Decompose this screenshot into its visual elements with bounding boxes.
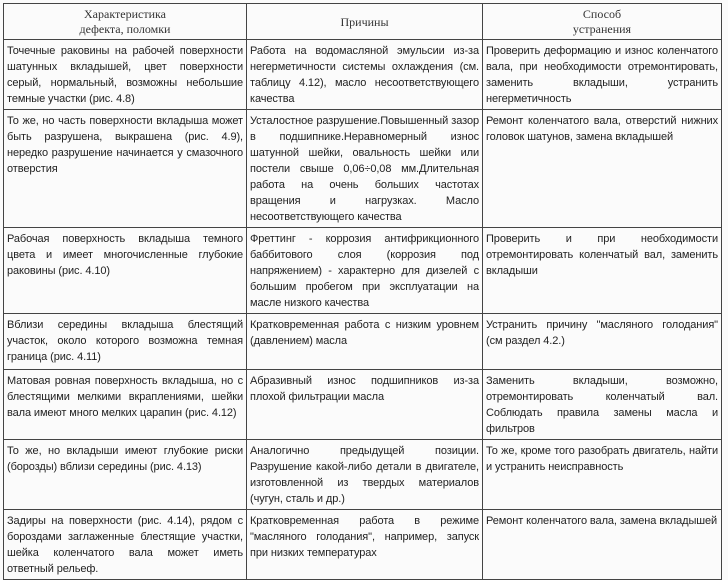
cell-remedy: Заменить вкладыши, возможно, отремонтировать коленчатый вал. Соблюдать правила замены масла и фильтров	[483, 370, 722, 440]
cell-defect: Вблизи середины вкладыша блестящий участок, около которого возможна темная граница (рис. 4.11)	[4, 314, 247, 370]
header-causes	[247, 4, 483, 40]
cell-cause: Усталостное разрушение.Повышенный зазор в подшипнике.Неравномерный износ шатунной шейки, овальность шейки или постели свыше 0,06÷0,08 мм.Длительная работа на очень больших частотах вращения и нагрузках. Масло несоответствующего качества	[247, 110, 483, 228]
cell-remedy: Проверить деформацию и износ коленчатого вала, при необходимости отремонтировать, заменить вкладыши, устранить негерметичность	[483, 40, 722, 110]
cell-defect: Точечные раковины на рабочей поверхности шатунных вкладышей, цвет поверхности серый, нормальный, возможны небольшие темные участки (рис. 4.8)	[4, 40, 247, 110]
cell-defect: Матовая ровная поверхность вкладыша, но с блестящими мелкими вкраплениями, шейки вала имеют много мелких царапин (рис. 4.12)	[4, 370, 247, 440]
cell-remedy: Устранить причину "масляного голодания" (см раздел 4.2.)	[483, 314, 722, 370]
defects-table	[3, 3, 722, 580]
cell-cause: Кратковременная работа в режиме "масляного голодания", например, запуск при низких температурах	[247, 510, 483, 580]
table-row	[4, 40, 722, 110]
table-row	[4, 228, 722, 314]
cell-remedy: Ремонт коленчатого вала, замена вкладышей	[483, 510, 722, 580]
cell-cause: Фреттинг - коррозия антифрикционного баббитового слоя (коррозия под напряжением) - характерно для дизелей с большим пробегом при эксплуатации на масле низкого качества	[247, 228, 483, 314]
cell-defect: Рабочая поверхность вкладыша темного цвета и имеет многочисленные глубокие раковины (рис. 4.10)	[4, 228, 247, 314]
cell-remedy: Ремонт коленчатого вала, отверстий нижних головок шатунов, замена вкладышей	[483, 110, 722, 228]
header-remedy	[483, 4, 722, 40]
cell-cause: Абразивный износ подшипников из-за плохой фильтрации масла	[247, 370, 483, 440]
table-row	[4, 510, 722, 580]
header-line: Характеристика	[84, 7, 166, 21]
header-line: устранения	[572, 22, 632, 36]
header-line: Способ	[582, 7, 622, 21]
table-row	[4, 440, 722, 510]
cell-cause: Работа на водомасляной эмульсии из-за негерметичности системы охлаждения (см. таблицу 4.12), масло несоответствующего качества	[247, 40, 483, 110]
header-line: Причины	[340, 14, 389, 29]
cell-defect: То же, но часть поверхности вкладыша может быть разрушена, выкрашена (рис. 4.9), нередко разрушение начинается у смазочного отверстия	[4, 110, 247, 228]
cell-defect: Задиры на поверхности (рис. 4.14), рядом с бороздами заглаженные блестящие участки, шейка коленчатого вала может иметь ответный рельеф.	[4, 510, 247, 580]
table-row	[4, 314, 722, 370]
table-row	[4, 370, 722, 440]
cell-remedy: То же, кроме того разобрать двигатель, найти и устранить неисправность	[483, 440, 722, 510]
cell-defect: То же, но вкладыши имеют глубокие риски (борозды) вблизи середины (рис. 4.13)	[4, 440, 247, 510]
cell-remedy: Проверить и при необходимости отремонтировать коленчатый вал, заменить вкладыши	[483, 228, 722, 314]
cell-cause: Аналогично предыдущей позиции. Разрушение какой-либо детали в двигателе, изготовленной из твердых материалов (чугун, сталь и др.)	[247, 440, 483, 510]
header-defect	[4, 4, 247, 40]
table-row	[4, 110, 722, 228]
table-header-row	[4, 4, 722, 40]
header-line: дефекта, поломки	[79, 22, 171, 36]
cell-cause: Кратковременная работа с низким уровнем (давлением) масла	[247, 314, 483, 370]
